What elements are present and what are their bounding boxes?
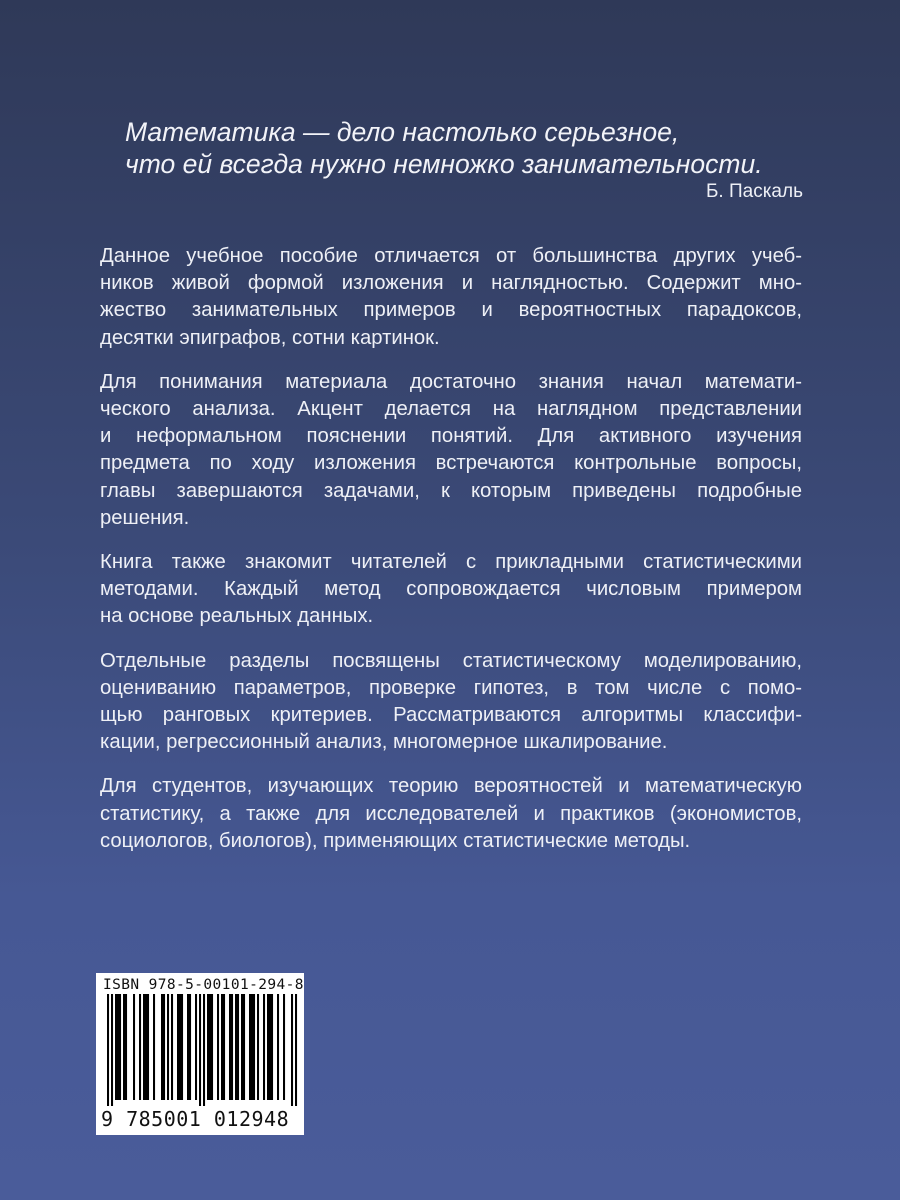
text-line: социологов, биологов), применяющих статистические методы. (100, 829, 691, 852)
text-line: на основе реальных данных. (100, 605, 374, 628)
text-line: и неформальном пояснении понятий. Для активного изучения (100, 425, 802, 448)
text-line: статистику, а также для исследователей и практиков (экономистов, (100, 802, 802, 825)
barcode-bar (221, 994, 223, 1100)
barcode-bar (153, 994, 155, 1100)
barcode-bar (203, 994, 205, 1106)
barcode-bar (231, 994, 233, 1100)
barcode-bar (257, 994, 259, 1100)
text-line: оцениванию параметров, проверке гипотез, в том числе с помо- (100, 676, 802, 699)
text-line: десятки эпиграфов, сотни картинок. (100, 326, 440, 349)
barcode-bar (117, 994, 119, 1100)
barcode-bar (115, 994, 117, 1100)
barcode-bar (251, 994, 253, 1100)
barcode-bar (133, 994, 135, 1100)
text-line: предмета по ходу изложения встречаются контрольные вопросы, (100, 452, 802, 475)
barcode-bar (277, 994, 279, 1100)
barcode-bar (291, 994, 293, 1106)
barcode-bar (253, 994, 255, 1100)
barcode-bar (263, 994, 265, 1100)
epigraph (125, 116, 815, 204)
paragraph (100, 369, 802, 532)
barcode-bar (223, 994, 225, 1100)
barcode-bar (187, 994, 189, 1100)
barcode-bar (283, 994, 285, 1100)
text-line: Отдельные разделы посвящены статистическому моделированию, (100, 649, 802, 672)
barcode-bar (267, 994, 269, 1100)
barcode-bar (235, 994, 237, 1100)
barcode-bar (195, 994, 197, 1100)
paragraph (100, 648, 802, 757)
barcode-bar (145, 994, 147, 1100)
text-line: ников живой формой изложения и наглядностью. Содержит мно- (100, 272, 802, 295)
barcode-bar (229, 994, 231, 1100)
barcode-bar (269, 994, 271, 1100)
epigraph-line: что ей всегда нужно немножко занимательности. (125, 149, 763, 179)
text-line: Для понимания материала достаточно знания начал математи- (100, 370, 802, 393)
barcode-bar (111, 994, 113, 1106)
barcode-bar (179, 994, 181, 1100)
paragraph (100, 243, 802, 352)
text-line: щью ранговых критериев. Рассматриваются алгоритмы классифи- (100, 704, 802, 727)
barcode-bar (237, 994, 239, 1100)
barcode-bar (207, 994, 209, 1100)
text-line: Для студентов, изучающих теорию вероятностей и математическую (100, 775, 802, 798)
barcode-bar (163, 994, 165, 1100)
barcode-bar (241, 994, 243, 1100)
barcode-bar (217, 994, 219, 1100)
barcode-bar (211, 994, 213, 1100)
barcode-bar (125, 994, 127, 1100)
annotation-text (100, 243, 802, 872)
barcode-bar (189, 994, 191, 1100)
isbn-digits: 9 785001 012948 (101, 1107, 290, 1131)
barcode-bar (271, 994, 273, 1100)
barcode-bar (177, 994, 179, 1100)
barcode-bar (243, 994, 245, 1100)
epigraph-line: Математика — дело настолько серьезное, (125, 117, 680, 147)
text-line: методами. Каждый метод сопровождается числовым примером (100, 578, 802, 601)
text-line: Данное учебное пособие отличается от большинства других учеб- (100, 245, 802, 267)
text-line: главы завершаются задачами, к которым приведены подробные (100, 479, 802, 502)
barcode-bar (161, 994, 163, 1100)
barcode-bar (295, 994, 297, 1106)
barcode-icon (101, 994, 301, 1106)
barcode-bar (139, 994, 141, 1100)
barcode-bar (199, 994, 201, 1106)
barcode-bar (123, 994, 125, 1100)
paragraph (100, 773, 802, 855)
barcode-bar (147, 994, 149, 1100)
text-line: кации, регрессионный анализ, многомерное шкалирование. (100, 731, 668, 754)
isbn-barcode-block (96, 973, 304, 1135)
paragraph (100, 549, 802, 631)
barcode-bar (119, 994, 121, 1100)
barcode-bar (249, 994, 251, 1100)
barcode-bar (143, 994, 145, 1100)
text-line: ческого анализа. Акцент делается на наглядном представлении (100, 398, 802, 421)
text-line: Книга также знакомит читателей с прикладными статистическими (100, 551, 802, 574)
barcode-bar (167, 994, 169, 1100)
barcode-bar (107, 994, 109, 1106)
isbn-label: ISBN 978-5-00101-294-8 (103, 977, 304, 993)
epigraph-author: Б. Паскаль (705, 181, 803, 202)
text-line: решения. (100, 506, 190, 529)
barcode-bar (209, 994, 211, 1100)
text-line: жество занимательных примеров и вероятностных парадоксов, (100, 299, 802, 322)
barcode-bar (171, 994, 173, 1100)
barcode-bar (181, 994, 183, 1100)
